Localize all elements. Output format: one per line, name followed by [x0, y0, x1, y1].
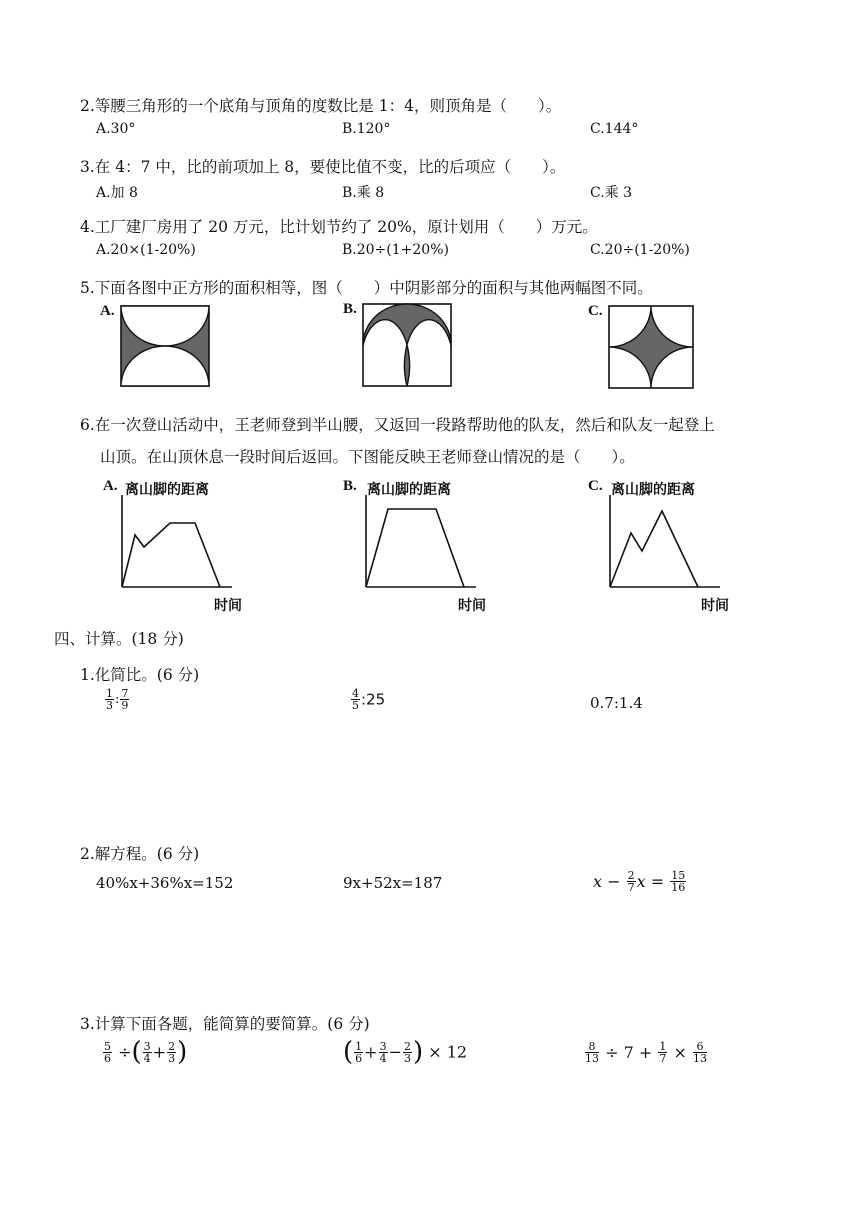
q2-option-c[interactable]: C.144°	[590, 121, 639, 137]
q6-stem-line2: 山顶。在山顶休息一段时间后返回。下图能反映王老师登山情况的是（ ）。	[100, 448, 635, 466]
q6-graph-c[interactable]	[606, 495, 722, 591]
q5-label-c[interactable]: C.	[588, 303, 603, 319]
q4-option-b[interactable]: B.20÷(1+20%)	[342, 242, 449, 258]
q2-stem: 2.等腰三角形的一个底角与顶角的度数比是 1：4，则顶角是（ ）。	[80, 97, 562, 115]
q4-option-c[interactable]: C.20÷(1-20%)	[590, 242, 690, 258]
q3-option-a[interactable]: A.加 8	[96, 185, 138, 201]
q6-graph-a[interactable]	[118, 495, 234, 591]
q2-option-a[interactable]: A.30°	[96, 121, 136, 137]
q2-option-b[interactable]: B.120°	[342, 121, 391, 137]
q5-label-a[interactable]: A.	[100, 303, 115, 319]
q3-stem: 3.在 4：7 中，比的前项加上 8，要使比值不变，比的后项应（ ）。	[80, 158, 566, 176]
q6-graph-b-xlabel: 时间	[458, 598, 486, 614]
q6-graph-b-title: 离山脚的距离	[367, 482, 451, 498]
p3-expr-b: ( $\frac{1}{6}$ + $\frac{3}{4}$ − $\frac{2}{3}$ ) × 12	[343, 1037, 468, 1067]
p2-title: 2.解方程。(6 分)	[80, 845, 200, 863]
q6-graph-b[interactable]	[362, 495, 478, 591]
q6-stem-line1: 6.在一次登山活动中，王老师登到半山腰，又返回一段路帮助他的队友，然后和队友一起登上	[80, 416, 715, 434]
q3-option-c[interactable]: C.乘 3	[590, 185, 633, 201]
q3-option-b[interactable]: B.乘 8	[342, 185, 385, 201]
p1-expr-b: $\frac{4}{5}$ :25	[352, 687, 386, 712]
q4-option-a[interactable]: A.20×(1-20%)	[96, 242, 196, 258]
q5-figure-b[interactable]	[362, 303, 452, 387]
q5-stem: 5.下面各图中正方形的面积相等，图（ ）中阴影部分的面积与其他两幅图不同。	[80, 279, 653, 297]
q6-graph-c-xlabel: 时间	[701, 598, 729, 614]
p1-expr-a: $\frac{1}{3}$ : $\frac{7}{9}$	[106, 687, 129, 712]
p3-expr-c: $\frac{8}{13}$ ÷ 7 + $\frac{1}{7}$ × $\frac{6}{13}$	[585, 1040, 707, 1065]
p2-expr-b: 9x+52x=187	[343, 874, 443, 892]
p2-expr-a: 40%x+36%x=152	[96, 874, 234, 892]
q6-label-b[interactable]: B.	[343, 478, 357, 494]
p1-expr-c: 0.7:1.4	[590, 694, 643, 712]
q4-stem: 4.工厂建厂房用了 20 万元，比计划节约了 20%，原计划用（ ）万元。	[80, 218, 598, 236]
q5-figure-c[interactable]	[608, 305, 694, 389]
p3-title: 3.计算下面各题，能简算的要简算。(6 分)	[80, 1015, 370, 1033]
q6-graph-a-title: 离山脚的距离	[125, 482, 209, 498]
q6-label-c[interactable]: C.	[588, 478, 603, 494]
q6-graph-c-title: 离山脚的距离	[611, 482, 695, 498]
p3-expr-a: $\frac{5}{6}$ ÷( $\frac{3}{4}$ + $\frac{2}{3}$ )	[104, 1037, 188, 1067]
section4-title: 四、计算。(18 分)	[54, 630, 184, 648]
q5-label-b[interactable]: B.	[343, 301, 357, 317]
p2-expr-c: x − $\frac{2}{7}$ x = $\frac{15}{16}$	[593, 869, 686, 894]
q6-label-a[interactable]: A.	[103, 478, 118, 494]
p1-title: 1.化简比。(6 分)	[80, 666, 200, 684]
q6-graph-a-xlabel: 时间	[214, 598, 242, 614]
q5-figure-a[interactable]	[120, 305, 210, 387]
